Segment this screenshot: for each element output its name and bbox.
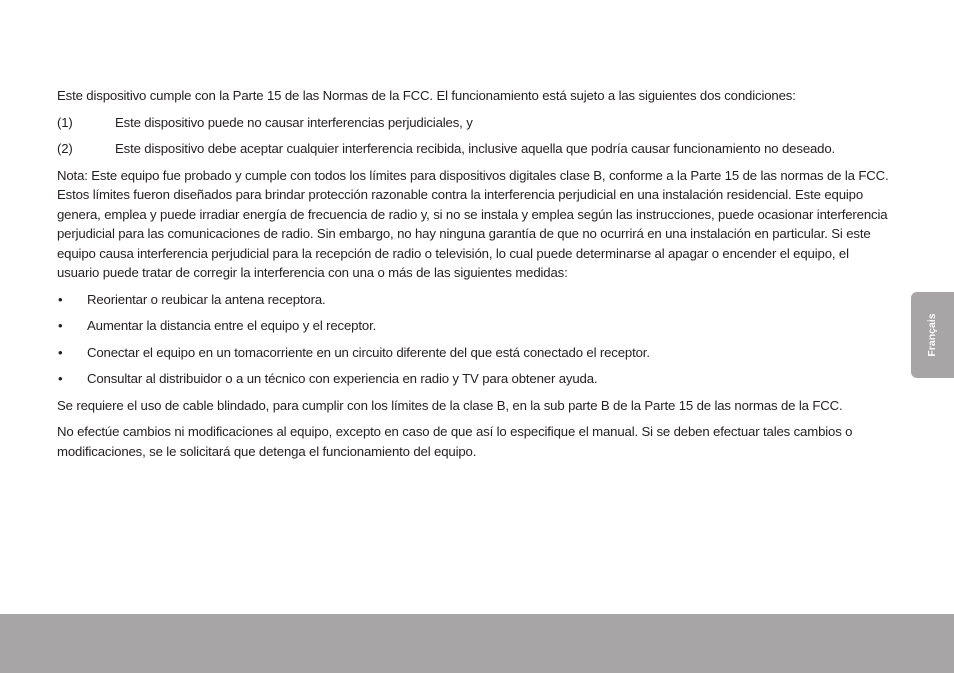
bullet-icon: • [58,291,63,307]
note-paragraph: Nota: Este equipo fue probado y cumple con todos los límites para dispositivos digitales clase B, conforme a la Parte 15 de las normas de la FCC. Estos límites fueron diseñados para brindar protección razonable contra la interferencia perjudicial en una instalación residencial. Este equipo genera, emplea y puede irradiar energía de frecuencia de radio y, si no se instala y emplea según las instrucciones, puede ocasionar interferencia perjudicial para las comunicaciones de radio. Sin embargo, no hay ninguna garantía de que no ocurrirá en una instalación en particular. Si este equipo causa interferencia perjudicial para la recepción de radio o televisión, lo cual puede determinarse al apagar o encender el equipo, el usuario puede tratar de corregir la interferencia con una o más de las siguientes medidas: [57,167,889,280]
condition-item [57,113,893,133]
measure-text: Consultar al distribuidor o a un técnico con experiencia en radio y TV para obtener ayuda. [87,371,598,386]
bullet-icon: • [58,371,63,386]
condition-text: Este dispositivo puede no causar interferencias perjudiciales, y [115,114,473,130]
measure-item [57,316,893,336]
language-tab-label: Français [926,313,938,357]
measure-text: Reorientar o reubicar la antena receptora. [87,291,326,307]
modifications-paragraph: No efectúe cambios ni modificaciones al equipo, excepto en caso de que así lo especifique el manual. Si se deben efectuar tales cambios o modificaciones, se le solicitará que detenga el funcionamiento del equipo. [57,424,853,459]
condition-item [57,139,893,159]
document-body [57,86,893,468]
bullet-icon: • [58,318,63,333]
measure-item [57,343,893,363]
condition-number: (1) [57,114,73,130]
measure-item [57,369,893,389]
condition-text: Este dispositivo debe aceptar cualquier interferencia recibida, inclusive aquella que podría causar funcionamiento no deseado. [115,141,836,156]
measure-item [57,290,893,310]
measure-text: Aumentar la distancia entre el equipo y el receptor. [87,318,377,333]
footer-band [0,614,954,673]
measure-text: Conectar el equipo en un tomacorriente en un circuito diferente del que está conectado el receptor. [87,344,650,360]
shielded-cable-paragraph: Se requiere el uso de cable blindado, para cumplir con los límites de la clase B, en la sub parte B de la Parte 15 de las normas de la FCC. [57,397,843,413]
bullet-icon: • [58,344,63,360]
intro-paragraph: Este dispositivo cumple con la Parte 15 de las Normas de la FCC. El funcionamiento está sujeto a las siguientes dos condiciones: [57,88,796,103]
condition-number: (2) [57,141,73,156]
language-tab [911,292,954,378]
